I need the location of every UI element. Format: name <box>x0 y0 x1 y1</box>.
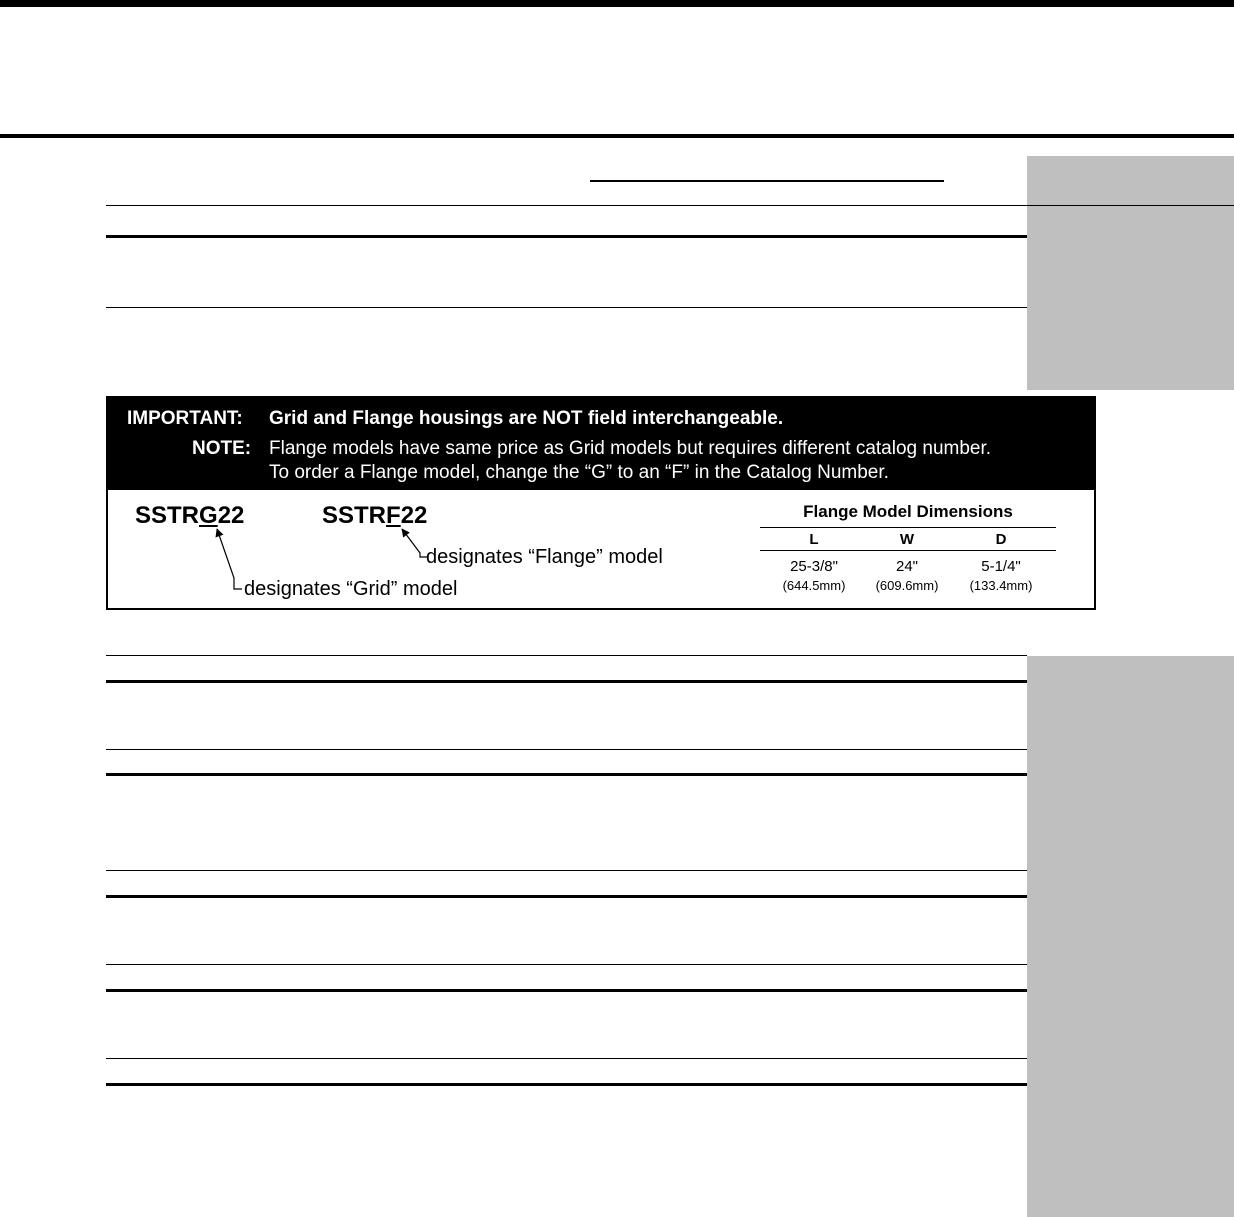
section-rule <box>106 964 1027 965</box>
dim-metric-d: (133.4mm) <box>969 578 1033 593</box>
header-bottom-rule <box>0 134 1234 138</box>
dim-header-w: W <box>899 531 915 548</box>
note-line-2: To order a Flange model, change the “G” to an “F” in the Catalog Number. <box>269 462 889 483</box>
dim-header-d: D <box>995 531 1007 548</box>
note-label: NOTE: <box>192 438 252 459</box>
section-rule <box>106 1083 1027 1086</box>
dim-metric-l: (644.5mm) <box>782 578 846 593</box>
important-text: Grid and Flange housings are NOT field interchangeable. <box>269 408 784 429</box>
section-rule <box>106 870 1027 871</box>
dim-header-l: L <box>809 531 819 548</box>
grid-arrow <box>217 529 242 589</box>
grid-designation-text: designates “Grid” model <box>244 578 458 600</box>
section-rule <box>106 235 1027 238</box>
flange-arrow <box>402 529 428 557</box>
dim-value-d: 5-1/4" <box>981 558 1021 575</box>
section-rule <box>106 205 1234 206</box>
side-tab-lower <box>1027 656 1234 1217</box>
top-rule <box>0 0 1234 7</box>
dimensions-rule <box>760 550 1056 551</box>
section-rule <box>106 773 1027 776</box>
section-rule <box>106 307 1027 308</box>
grid-designator-letter: G <box>199 502 218 529</box>
section-rule <box>106 655 1027 656</box>
title-underline <box>590 180 944 182</box>
note-line-1: Flange models have same price as Grid models but requires different catalog number. <box>269 438 992 459</box>
dimensions-title: Flange Model Dimensions <box>803 502 1013 521</box>
side-tab-upper <box>1027 156 1234 390</box>
section-rule <box>106 895 1027 898</box>
section-rule <box>106 989 1027 992</box>
section-rule <box>106 749 1027 750</box>
flange-designator-letter: F <box>386 502 401 529</box>
flange-catalog-number: SSTRF22 <box>322 502 428 529</box>
important-notice <box>106 396 1096 610</box>
dim-value-l: 25-3/8" <box>790 558 838 575</box>
important-label: IMPORTANT: <box>127 408 243 429</box>
dimensions-rule <box>760 527 1056 528</box>
dim-metric-w: (609.6mm) <box>875 578 939 593</box>
section-rule <box>106 1058 1027 1059</box>
grid-catalog-number: SSTRG22 <box>135 502 245 529</box>
dim-value-w: 24" <box>895 558 918 575</box>
flange-designation-text: designates “Flange” model <box>426 546 663 568</box>
section-rule <box>106 680 1027 683</box>
